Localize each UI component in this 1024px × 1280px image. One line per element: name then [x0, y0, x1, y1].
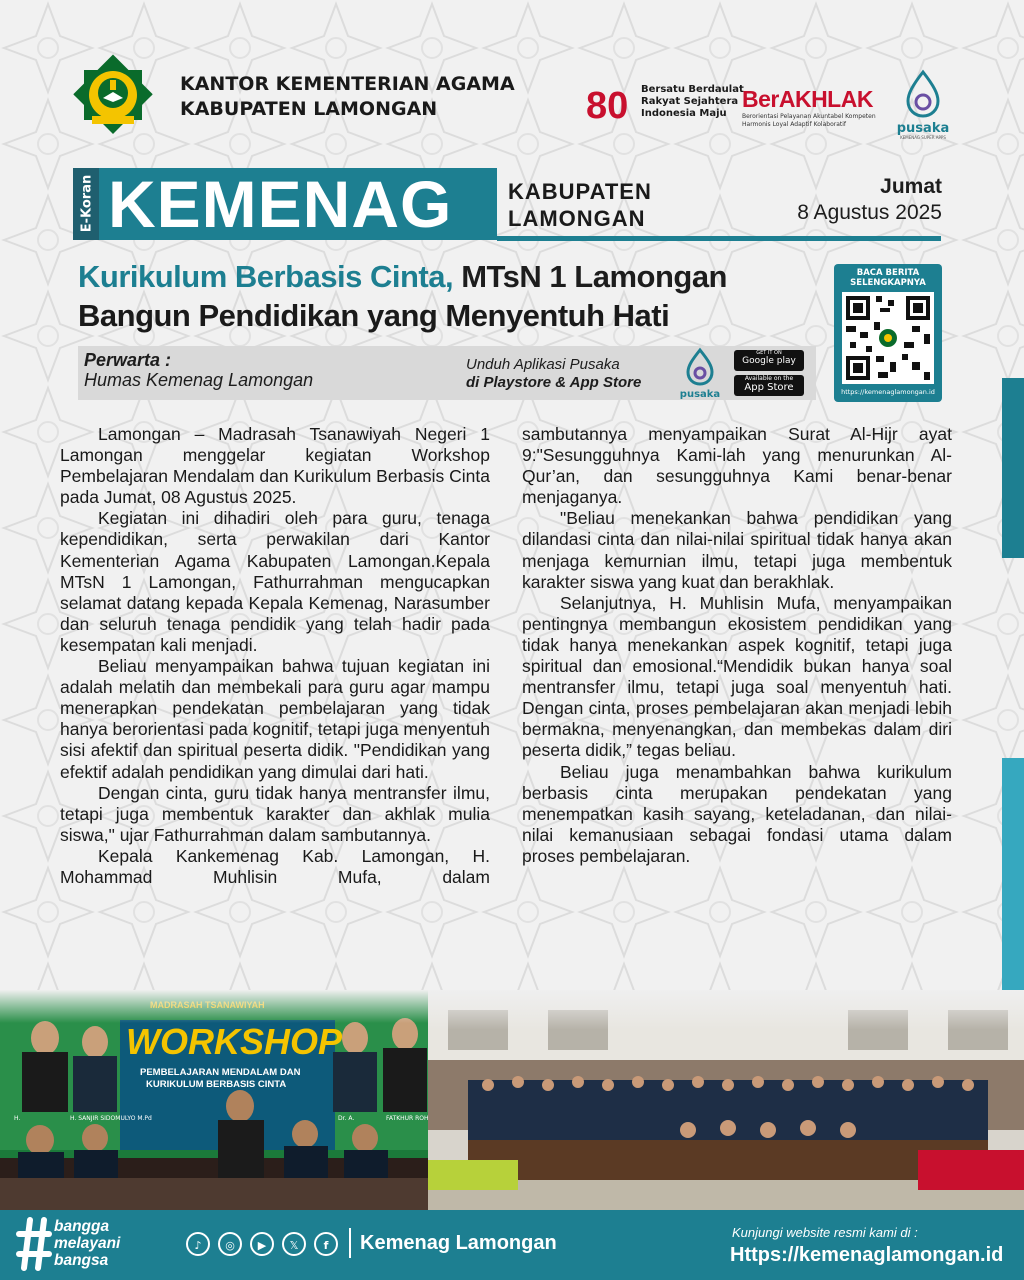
col2-paragraph: Selanjutnya, H. Muhlisin Mufa, menyampaikan pentingnya membangun ekosistem pendidikan yang tidak hanya menekankan aspek kognitif, tetapi juga spiritual dan emosional.“Mendidik bukan hanya soal mentransfer ilmu, tetapi juga soal menyentuh hati. Dengan cinta, proses pembelajaran akan menjadi lebih bermakna, menyenangkan, dan membekas dalam diri peserta didik,” tegas beliau.: [522, 592, 952, 761]
berakhlak-title: BerAKHLAK: [742, 86, 873, 112]
headline-line-2: Bangun Pendidikan yang Menyentuh Hati: [78, 298, 670, 333]
unduh-line-1: Unduh Aplikasi Pusaka: [466, 356, 620, 373]
hashtag-line-1: bangga: [54, 1218, 110, 1235]
google-play-label: Google play: [742, 356, 796, 366]
issue-date: 8 Agustus 2025: [797, 201, 942, 224]
perwarta-name: Humas Kemenag Lamongan: [84, 370, 314, 390]
app-store-button[interactable]: [734, 375, 804, 396]
col2-paragraph: "Beliau menekankan bahwa pendidikan yang dilandasi cinta dan nilai-nilai spiritual tidak hanya akan menjaga kemurnian ilmu, tetapi juga membentuk karakter siswa yang kuat dan berakhlak.: [522, 508, 952, 592]
hashtag-line-2: melayani: [54, 1235, 121, 1252]
headline-part-1: Kurikulum Berbasis Cinta,: [78, 259, 454, 294]
anniv-slogan-3: Indonesia Maju: [641, 108, 727, 119]
headline-line-1: [78, 258, 727, 296]
article-column-2: [522, 424, 952, 867]
col2-paragraph: sambutannya menyampaikan Surat Al-Hijr ayat 9:"Sesungguhnya Kami-lah yang menurunkan Al-Qur’an, dan sesungguhnya Kami benar-benar menjaganya.: [522, 424, 952, 508]
qr-title: BACA BERITA SELENGKAPNYA: [850, 268, 926, 288]
side-accent-top: [1002, 378, 1024, 558]
pusaka-label: pusaka: [896, 121, 950, 136]
pusaka-tagline: KEMENAG SUPER APPS: [900, 135, 946, 140]
youtube-icon[interactable]: ▶: [250, 1232, 274, 1256]
article-column-1: [60, 424, 490, 888]
col1-paragraph: Dengan cinta, guru tidak hanya mentransfer ilmu, tetapi juga membentuk karakter dan akhlak mulia siswa," ujar Fathurrahman dalam sambutannya.: [60, 782, 490, 845]
hashtag-icon: [16, 1216, 52, 1272]
ekoran-label: E-Koran: [79, 174, 95, 233]
x-icon[interactable]: 𝕏: [282, 1232, 306, 1256]
berakhlak-subtitle: Berorientasi Pelayanan Akuntabel Kompeten Harmonis Loyal Adaptif Kolaboratif: [742, 113, 876, 128]
hashtag-line-3: bangsa: [54, 1252, 109, 1269]
qr-code[interactable]: [842, 292, 934, 384]
anniv-slogan-2: Rakyat Sejahtera: [641, 96, 739, 107]
masthead-title: KEMENAG: [108, 167, 453, 241]
photo-workshop-stage: [0, 990, 428, 1210]
photo-group-participants: [428, 990, 1024, 1210]
ekoran-tab: [73, 168, 99, 240]
unduh-line-2: di Playstore & App Store: [466, 374, 642, 391]
qr-url[interactable]: https://kemenaglamongan.id: [841, 388, 935, 396]
google-play-button[interactable]: [734, 350, 804, 371]
qr-panel[interactable]: [834, 264, 942, 402]
tiktok-icon[interactable]: ♪: [186, 1232, 210, 1256]
col1-paragraph: Kegiatan ini dihadiri oleh para guru, tenaga kependidikan, serta perwakilan dari Kantor Kementerian Agama Kabupaten Lamongan.Kepala MTsN 1 Lamongan, Fathurrahman mengucapkan selamat datang kepada Kepala Kemenag, Narasumber dan seluruh tenaga pendidik yang telah hadir pada kesempatan kali menjadi.: [60, 508, 490, 655]
perwarta-label: Perwarta :: [84, 350, 172, 370]
pusaka-app-icon[interactable]: [676, 348, 724, 400]
app-store-small: Available on the: [744, 375, 794, 382]
office-line-2: KABUPATEN LAMONGAN: [180, 98, 438, 120]
footer-website-link[interactable]: Https://kemenaglamongan.id: [730, 1244, 1004, 1266]
footer-visit-text: Kunjungi website resmi kami di :: [732, 1225, 918, 1240]
pusaka-app-label: pusaka: [679, 389, 721, 400]
masthead-kab-1: KABUPATEN: [508, 179, 652, 204]
kemenag-logo: [70, 52, 156, 138]
footer-divider: [349, 1228, 351, 1258]
headline-part-2: MTsN 1 Lamongan: [461, 259, 727, 294]
instagram-icon[interactable]: ◎: [218, 1232, 242, 1256]
pusaka-logo: [894, 70, 952, 140]
col1-paragraph: Beliau menyampaikan bahwa tujuan kegiatan ini adalah melatih dan membekali para guru agar mampu menerapkan pendekatan pembelajaran yang tidak hanya berorientasi pada kognitif, tetapi juga menyentuh sisi afektif dan spiritual peserta didik. "Pendidikan yang efektif adalah pendidikan yang dimulai dari hati.: [60, 656, 491, 782]
google-play-small: GET IT ON: [756, 350, 782, 356]
facebook-icon[interactable]: f: [314, 1232, 338, 1256]
footer-account[interactable]: Kemenag Lamongan: [360, 1232, 557, 1254]
col2-paragraph: Beliau juga menambahkan bahwa kurikulum berbasis cinta merupakan pendekatan yang menempatkan kasih sayang, keteladanan, dan nilai-nilai kemanusiaan sebagai fondasi utama dalam proses pembelajaran.: [522, 761, 952, 866]
masthead-rule: [497, 236, 941, 241]
col1-paragraph: Lamongan – Madrasah Tsanawiyah Negeri 1 Lamongan menggelar kegiatan Workshop Pembelajaran Mendalam dan Kurikulum Berbasis Cinta pada Jumat, 08 Agustus 2025.: [60, 424, 490, 508]
anniv-slogan-1: Bersatu Berdaulat: [641, 84, 744, 95]
berakhlak-logo: [742, 86, 892, 129]
anniversary-number: 80: [586, 85, 629, 127]
masthead-kab-2: LAMONGAN: [508, 206, 646, 231]
issue-day: Jumat: [880, 175, 942, 198]
col1-paragraph: Kepala Kankemenag Kab. Lamongan, H. Mohammad Muhlisin Mufa, dalam: [60, 845, 490, 887]
anniversary-80-logo: [586, 84, 638, 127]
office-line-1: KANTOR KEMENTERIAN AGAMA: [180, 73, 515, 95]
app-store-label: App Store: [744, 382, 794, 393]
